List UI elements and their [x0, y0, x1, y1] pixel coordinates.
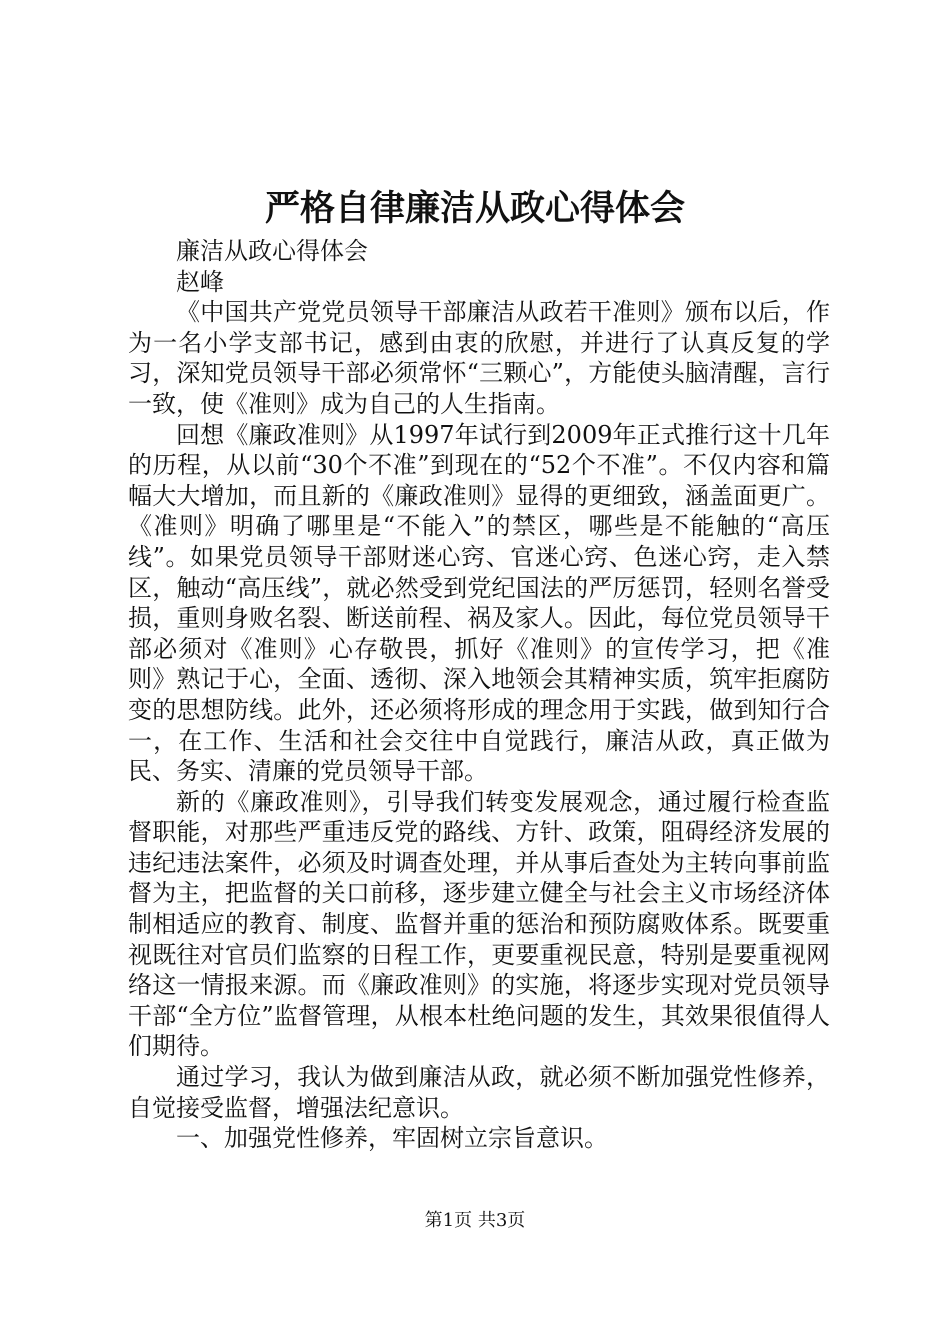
subtitle-paragraph: 廉洁从政心得体会 — [176, 237, 368, 265]
section-heading-paragraph: 一、加强党性修养，牢固树立宗旨意识。 — [176, 1124, 608, 1153]
document-body — [128, 236, 830, 1154]
document-title: 严格自律廉洁从政心得体会 — [264, 188, 685, 229]
body-paragraph: 《中国共产党党员领导干部廉洁从政若干准则》颁布以后，作为一名小学支部书记，感到由衷的欣慰，并进行了认真反复的学习，深知党员领导干部必须常怀“三颗心”，方能使头脑清醒，言行一致，使《准则》成为自己的人生指南。 — [128, 298, 830, 418]
body-paragraph: 通过学习，我认为做到廉洁从政，就必须不断加强党性修养，自觉接受监督，增强法纪意识。 — [128, 1063, 830, 1122]
body-paragraph: 回想《廉政准则》从1997年试行到2009年正式推行这十几年的历程，从以前“30个不准”到现在的“52个不准”。不仅内容和篇幅大大增加，而且新的《廉政准则》显得的更细致，涵盖面更广。《准则》明确了哪里是“不能入”的禁区，哪些是不能触的“高压线”。如果党员领导干部财迷心窍、官迷心窍、色迷心窍，走入禁区，触动“高压线”，就必然受到党纪国法的严厉惩罚，轻则名誉受损，重则身败名裂、断送前程、祸及家人。因此，每位党员领导干部必须对《准则》心存敬畏，抓好《准则》的宣传学习，把《准则》熟记于心，全面、透彻、深入地领会其精神实质，筑牢拒腐防变的思想防线。此外，还必须将形成的理念用于实践，做到知行合一，在工作、生活和社会交往中自觉践行，廉洁从政，真正做为民、务实、清廉的党员领导干部。 — [128, 420, 830, 786]
author-paragraph: 赵峰 — [176, 267, 224, 296]
body-paragraph: 新的《廉政准则》，引导我们转变发展观念，通过履行检查监督职能，对那些严重违反党的路线、方针、政策，阻碍经济发展的违纪违法案件，必须及时调查处理，并从事后查处为主转向事前监督为主，把监督的关口前移，逐步建立健全与社会主义市场经济体制相适应的教育、制度、监督并重的惩治和预防腐败体系。既要重视既往对官员们监察的日程工作，更要重视民意，特别是要重视网络这一情报来源。而《廉政准则》的实施，将逐步实现对党员领导干部“全方位”监督管理，从根本杜绝问题的发生，其效果很值得人们期待。 — [128, 787, 830, 1061]
page-footer: 第1页 共3页 — [424, 1210, 526, 1231]
